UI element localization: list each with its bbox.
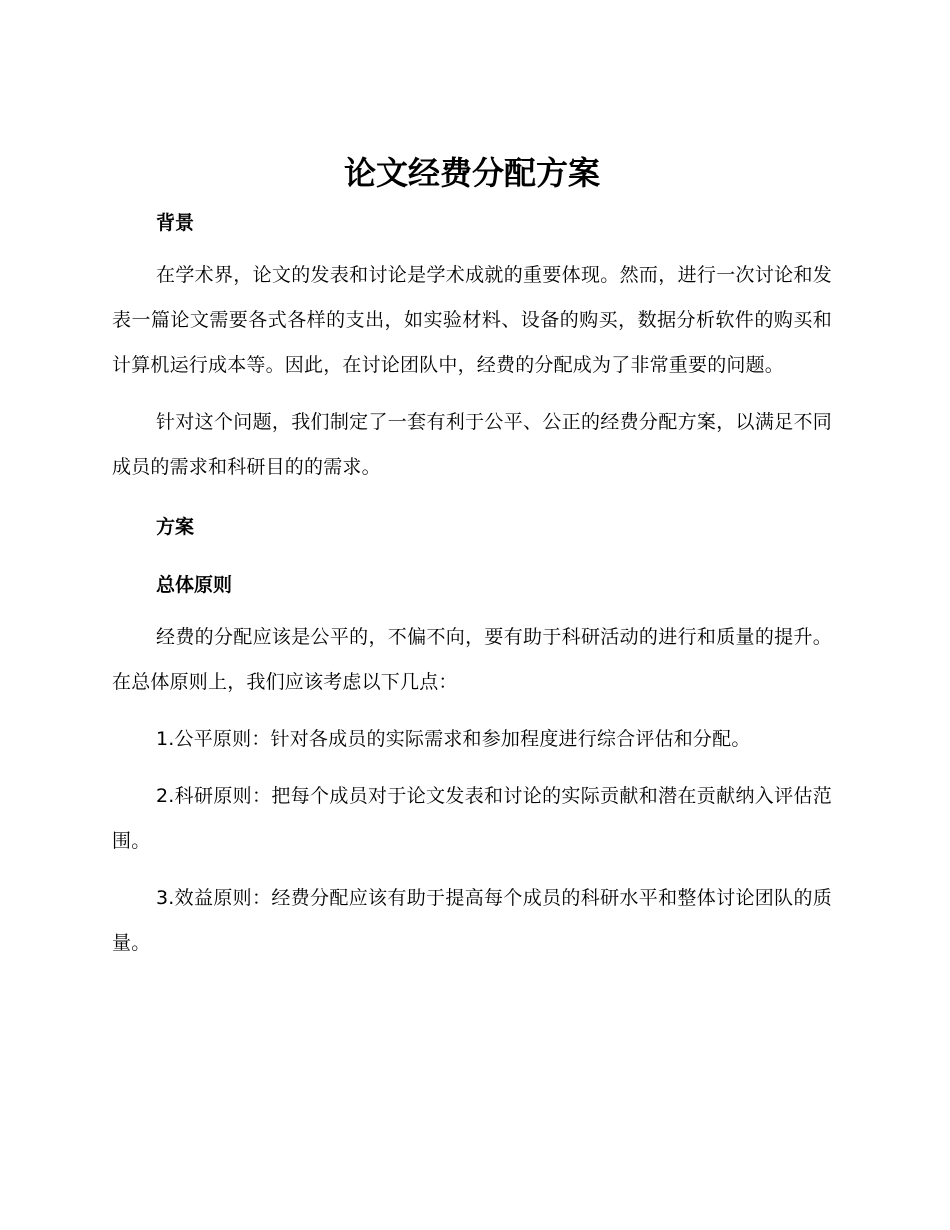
section-heading-general-principles: 总体原则 <box>156 574 233 596</box>
document-content <box>112 150 832 966</box>
principle-item-benefit: 3.效益原则：经费分配应该有助于提高每个成员的科研水平和整体讨论团队的质量。 <box>112 887 832 954</box>
paragraph-background-2: 针对这个问题，我们制定了一套有利于公平、公正的经费分配方案，以满足不同成员的需求和科研目的的需求。 <box>112 411 832 478</box>
section-heading-background: 背景 <box>156 212 195 234</box>
section-heading-plan: 方案 <box>156 516 195 538</box>
principle-item-fairness: 1.公平原则：针对各成员的实际需求和参加程度进行综合评估和分配。 <box>156 728 751 750</box>
document-title: 论文经费分配方案 <box>343 154 600 192</box>
paragraph-background-1: 在学术界，论文的发表和讨论是学术成就的重要体现。然而，进行一次讨论和发表一篇论文需要各式各样的支出，如实验材料、设备的购买，数据分析软件的购买和计算机运行成本等。因此，在讨论团队中，经费的分配成为了非常重要的问题。 <box>112 264 832 376</box>
paragraph-principles-intro: 经费的分配应该是公平的，不偏不向，要有助于科研活动的进行和质量的提升。在总体原则上，我们应该考虑以下几点： <box>112 626 832 693</box>
principle-item-research: 2.科研原则：把每个成员对于论文发表和讨论的实际贡献和潜在贡献纳入评估范围。 <box>112 785 832 852</box>
